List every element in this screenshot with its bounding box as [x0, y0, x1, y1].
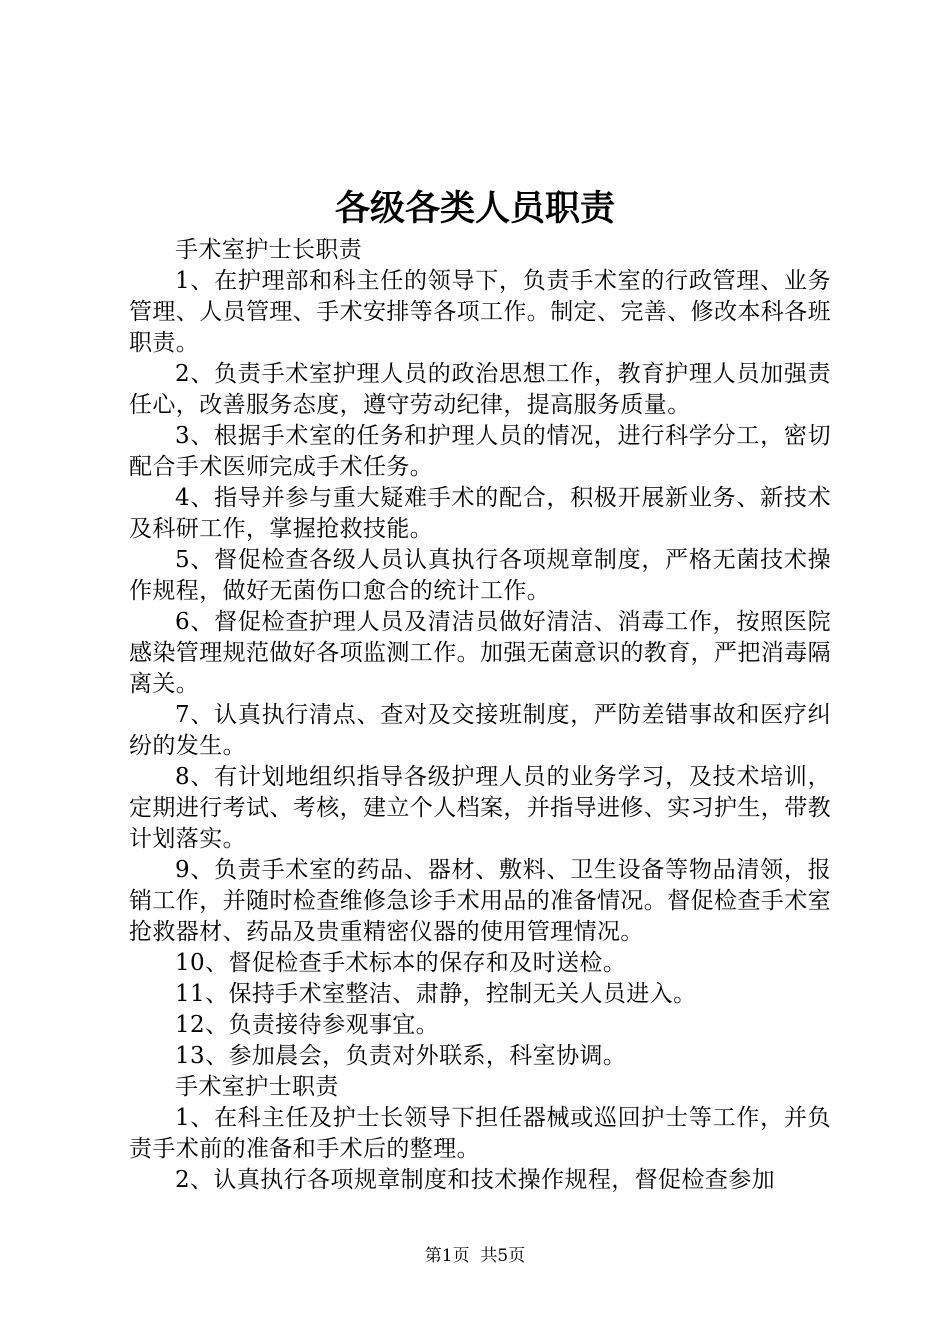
paragraph: 4、指导并参与重大疑难手术的配合，积极开展新业务、新技术及科研工作，掌握抢救技能。	[129, 485, 831, 542]
paragraph: 7、认真执行清点、查对及交接班制度，严防差错事故和医疗纠纷的发生。	[129, 702, 831, 759]
page-total: 共5页	[480, 1246, 526, 1266]
document-body	[129, 235, 831, 1196]
paragraph: 1、在护理部和科主任的领导下，负责手术室的行政管理、业务管理、人员管理、手术安排等各项工作。制定、完善、修改本科各班职责。	[129, 268, 831, 356]
document-title: 各级各类人员职责	[334, 188, 615, 229]
paragraph: 12、负责接待参观事宜。	[175, 1012, 440, 1038]
page-number: 第1页	[424, 1246, 470, 1266]
paragraph: 8、有计划地组织指导各级护理人员的业务学习，及技术培训，定期进行考试、考核，建立个人档案，并指导进修、实习护生，带教计划落实。	[129, 764, 831, 852]
paragraph: 13、参加晨会，负责对外联系，科室协调。	[175, 1043, 627, 1069]
paragraph: 3、根据手术室的任务和护理人员的情况，进行科学分工，密切配合手术医师完成手术任务。	[129, 423, 831, 480]
paragraph: 9、负责手术室的药品、器材、敷料、卫生设备等物品清领，报销工作，并随时检查维修急诊手术用品的准备情况。督促检查手术室抢救器材、药品及贵重精密仪器的使用管理情况。	[129, 857, 831, 945]
paragraph: 10、督促检查手术标本的保存和及时送检。	[175, 950, 627, 976]
paragraph: 11、保持手术室整洁、肃静，控制无关人员进入。	[175, 981, 697, 1007]
paragraph: 1、在科主任及护士长领导下担任器械或巡回护士等工作，并负责手术前的准备和手术后的整理。	[129, 1105, 831, 1162]
paragraph: 2、负责手术室护理人员的政治思想工作，教育护理人员加强责任心，改善服务态度，遵守劳动纪律，提高服务质量。	[129, 361, 831, 418]
section-heading-head-nurse: 手术室护士长职责	[175, 237, 363, 263]
page-footer	[0, 1245, 950, 1267]
section-heading-nurse: 手术室护士职责	[175, 1074, 339, 1100]
paragraph: 2、认真执行各项规章制度和技术操作规程，督促检查参加	[175, 1167, 776, 1193]
paragraph: 5、督促检查各级人员认真执行各项规章制度，严格无菌技术操作规程，做好无菌伤口愈合的统计工作。	[129, 547, 831, 604]
paragraph: 6、督促检查护理人员及清洁员做好清洁、消毒工作，按照医院感染管理规范做好各项监测工作。加强无菌意识的教育，严把消毒隔离关。	[129, 609, 831, 697]
